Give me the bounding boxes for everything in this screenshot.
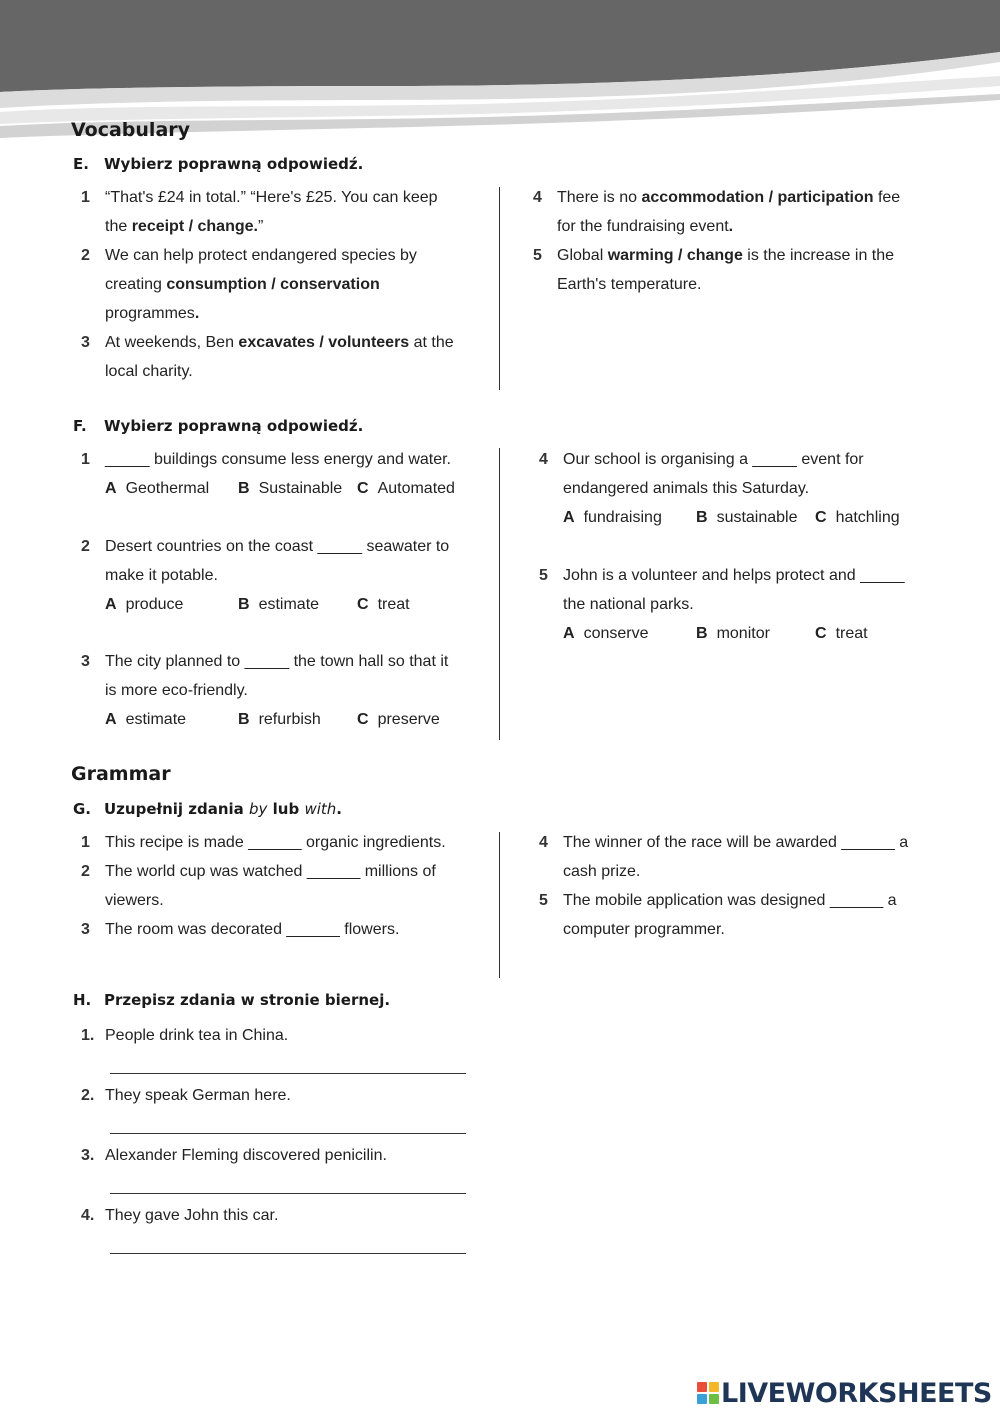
item-text: John is a volunteer and helps protect and _____: [563, 567, 905, 584]
item-text: We can help protect endangered species by: [105, 247, 417, 264]
task-g-letter: G.: [73, 800, 92, 818]
option-b[interactable]: B Sustainable: [238, 480, 343, 497]
item-text: local charity.: [105, 363, 193, 380]
item-text: the national parks.: [563, 596, 694, 613]
item-number: 2.: [81, 1087, 95, 1104]
answer-line[interactable]: [110, 1193, 466, 1194]
option-c[interactable]: C treat: [815, 625, 868, 642]
item-text: At weekends, Ben excavates / volunteers at the: [105, 334, 454, 351]
item-text: The mobile application was designed ______ a: [563, 892, 897, 909]
option-b[interactable]: B monitor: [696, 625, 770, 642]
item-text: make it potable.: [105, 567, 218, 584]
item-text: They speak German here.: [105, 1087, 291, 1104]
item-number: 4: [533, 189, 542, 206]
item-number: 3: [81, 334, 90, 351]
item-text: The world cup was watched ______ millions of: [105, 863, 436, 880]
task-h-instruction: Przepisz zdania w stronie biernej.: [104, 991, 391, 1009]
item-number: 3.: [81, 1147, 95, 1164]
task-e-letter: E.: [73, 155, 89, 173]
logo-square: [697, 1382, 707, 1392]
task-h-header: [73, 991, 390, 1009]
item-number: 5: [533, 247, 542, 264]
answer-options: [563, 503, 900, 532]
item-text: Our school is organising a _____ event for: [563, 451, 864, 468]
option-b[interactable]: B estimate: [238, 596, 320, 613]
item-text: endangered animals this Saturday.: [563, 480, 810, 497]
item-text: Global warming / change is the increase in the: [557, 247, 895, 264]
item-number: 4.: [81, 1207, 95, 1224]
answer-line[interactable]: [110, 1073, 466, 1074]
item-text: They gave John this car.: [105, 1207, 279, 1224]
item-text: cash prize.: [563, 863, 641, 880]
item-text: computer programmer.: [563, 921, 725, 938]
item-number: 5: [539, 892, 548, 909]
item-number: 5: [539, 567, 548, 584]
logo-mark-icon: [697, 1382, 719, 1404]
item-text: “That's £24 in total.” “Here's £25. You can keep: [105, 189, 438, 206]
item-text: the receipt / change.”: [105, 218, 264, 235]
option-a[interactable]: A Geothermal: [105, 480, 210, 497]
logo-square: [709, 1382, 719, 1392]
item-text: is more eco-friendly.: [105, 682, 248, 699]
option-a[interactable]: A estimate: [105, 711, 187, 728]
item-number: 1: [81, 834, 90, 851]
item-text: Alexander Fleming discovered penicilin.: [105, 1147, 387, 1164]
option-a[interactable]: A fundraising: [563, 509, 662, 526]
task-f-header: [73, 417, 363, 435]
item-number: 1: [81, 189, 90, 206]
answer-line[interactable]: [110, 1253, 466, 1254]
item-text: programmes.: [105, 305, 200, 322]
task-e-header: [73, 155, 363, 173]
option-a[interactable]: A conserve: [563, 625, 649, 642]
column-divider: [499, 187, 500, 390]
item-number: 1: [81, 451, 90, 468]
item-text: The room was decorated ______ flowers.: [105, 921, 400, 938]
answer-options: [105, 590, 449, 619]
task-g-instruction: Uzupełnij zdania by lub with.: [104, 800, 342, 818]
item-number: 4: [539, 451, 548, 468]
answer-line[interactable]: [110, 1133, 466, 1134]
option-c[interactable]: C hatchling: [815, 509, 900, 526]
task-f-letter: F.: [73, 417, 87, 435]
item-text: Desert countries on the coast _____ seawater to: [105, 538, 450, 555]
answer-options: [105, 705, 448, 734]
answer-options: [105, 474, 455, 503]
logo-square: [697, 1394, 707, 1404]
brand-name: LIVEWORKSHEETS: [721, 1377, 992, 1409]
item-text: _____ buildings consume less energy and water.: [105, 451, 451, 468]
task-g-header: [73, 800, 342, 818]
item-number: 3: [81, 653, 90, 670]
task-e-instruction: Wybierz poprawną odpowiedź.: [104, 155, 364, 173]
item-text: creating consumption / conservation: [105, 276, 380, 293]
grammar-title: Grammar: [71, 763, 171, 785]
item-text: viewers.: [105, 892, 164, 909]
item-text: The winner of the race will be awarded ______ a: [563, 834, 909, 851]
item-number: 2: [81, 863, 90, 880]
vocabulary-title: Vocabulary: [71, 119, 191, 141]
answer-options: [563, 619, 905, 648]
option-b[interactable]: B refurbish: [238, 711, 321, 728]
item-text: There is no accommodation / participation fee: [557, 189, 901, 206]
item-text: for the fundraising event.: [557, 218, 734, 235]
option-a[interactable]: A produce: [105, 596, 184, 613]
logo-square: [709, 1394, 719, 1404]
item-number: 1.: [81, 1027, 95, 1044]
column-divider: [499, 832, 500, 978]
item-text: This recipe is made ______ organic ingredients.: [105, 834, 446, 851]
item-text: People drink tea in China.: [105, 1027, 289, 1044]
item-number: 2: [81, 247, 90, 264]
liveworksheets-logo: [697, 1376, 992, 1410]
task-h-letter: H.: [73, 991, 92, 1009]
option-c[interactable]: C treat: [357, 596, 410, 613]
option-c[interactable]: C Automated: [357, 480, 455, 497]
item-text: The city planned to _____ the town hall so that it: [105, 653, 449, 670]
item-number: 3: [81, 921, 90, 938]
item-number: 4: [539, 834, 548, 851]
column-divider: [499, 448, 500, 740]
option-c[interactable]: C preserve: [357, 711, 440, 728]
item-text: Earth's temperature.: [557, 276, 702, 293]
item-number: 2: [81, 538, 90, 555]
option-b[interactable]: B sustainable: [696, 509, 798, 526]
task-f-instruction: Wybierz poprawną odpowiedź.: [104, 417, 364, 435]
